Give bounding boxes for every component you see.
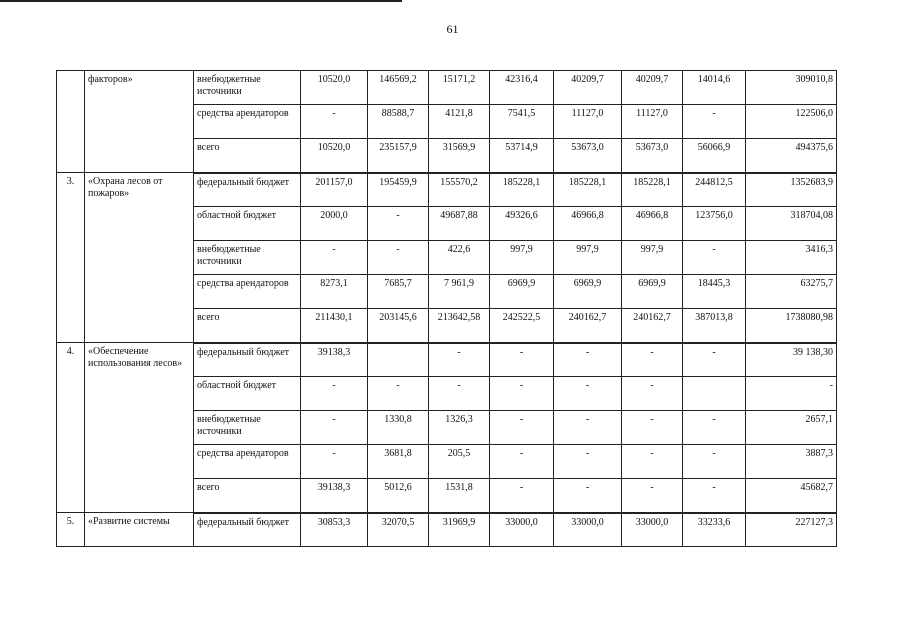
funding-source: федеральный бюджет bbox=[194, 513, 301, 547]
total-cell: 39 138,30 bbox=[746, 343, 837, 377]
value-cell bbox=[683, 377, 746, 411]
total-cell: 227127,3 bbox=[746, 513, 837, 547]
value-cell: - bbox=[301, 241, 368, 275]
value-cell: 10520,0 bbox=[301, 139, 368, 173]
value-cell: 6969,9 bbox=[554, 275, 622, 309]
value-cell: 4121,8 bbox=[429, 105, 490, 139]
section-index: 3. bbox=[57, 173, 85, 343]
value-cell: 201157,0 bbox=[301, 173, 368, 207]
funding-source: внебюджетные источники bbox=[194, 241, 301, 275]
value-cell: - bbox=[683, 343, 746, 377]
total-cell: 1738080,98 bbox=[746, 309, 837, 343]
total-cell: 309010,8 bbox=[746, 71, 837, 105]
value-cell: 422,6 bbox=[429, 241, 490, 275]
value-cell: 8273,1 bbox=[301, 275, 368, 309]
funding-source: федеральный бюджет bbox=[194, 343, 301, 377]
value-cell: 11127,0 bbox=[554, 105, 622, 139]
value-cell: 53714,9 bbox=[490, 139, 554, 173]
value-cell: 31969,9 bbox=[429, 513, 490, 547]
total-cell: 3416,3 bbox=[746, 241, 837, 275]
value-cell: 211430,1 bbox=[301, 309, 368, 343]
funding-source: средства арендаторов bbox=[194, 445, 301, 479]
value-cell: 203145,6 bbox=[368, 309, 429, 343]
value-cell: 1326,3 bbox=[429, 411, 490, 445]
value-cell: - bbox=[554, 445, 622, 479]
value-cell: 1330,8 bbox=[368, 411, 429, 445]
value-cell: 33233,6 bbox=[683, 513, 746, 547]
value-cell: - bbox=[368, 241, 429, 275]
value-cell: 185228,1 bbox=[554, 173, 622, 207]
value-cell: 235157,9 bbox=[368, 139, 429, 173]
value-cell: - bbox=[683, 241, 746, 275]
value-cell: - bbox=[622, 343, 683, 377]
value-cell: 997,9 bbox=[490, 241, 554, 275]
value-cell: - bbox=[622, 377, 683, 411]
value-cell: 146569,2 bbox=[368, 71, 429, 105]
value-cell: 15171,2 bbox=[429, 71, 490, 105]
total-cell: 318704,08 bbox=[746, 207, 837, 241]
value-cell: 6969,9 bbox=[490, 275, 554, 309]
funding-source: федеральный бюджет bbox=[194, 173, 301, 207]
funding-source: средства арендаторов bbox=[194, 105, 301, 139]
value-cell: 53673,0 bbox=[554, 139, 622, 173]
funding-source: внебюджетные источники bbox=[194, 71, 301, 105]
funding-source: всего bbox=[194, 309, 301, 343]
total-cell: 2657,1 bbox=[746, 411, 837, 445]
value-cell: 10520,0 bbox=[301, 71, 368, 105]
value-cell: 49687,88 bbox=[429, 207, 490, 241]
value-cell: 213642,58 bbox=[429, 309, 490, 343]
value-cell: 49326,6 bbox=[490, 207, 554, 241]
total-cell: 63275,7 bbox=[746, 275, 837, 309]
value-cell: - bbox=[490, 445, 554, 479]
value-cell: 244812,5 bbox=[683, 173, 746, 207]
total-cell: - bbox=[746, 377, 837, 411]
value-cell: 32070,5 bbox=[368, 513, 429, 547]
value-cell: 1531,8 bbox=[429, 479, 490, 513]
table-row bbox=[57, 343, 837, 377]
value-cell: 155570,2 bbox=[429, 173, 490, 207]
value-cell: 18445,3 bbox=[683, 275, 746, 309]
section-title: «Охрана лесов от пожаров» bbox=[85, 173, 194, 343]
table-row bbox=[57, 513, 837, 547]
value-cell: - bbox=[622, 445, 683, 479]
value-cell: 7 961,9 bbox=[429, 275, 490, 309]
value-cell: 33000,0 bbox=[622, 513, 683, 547]
value-cell: - bbox=[490, 479, 554, 513]
value-cell: - bbox=[554, 377, 622, 411]
total-cell: 494375,6 bbox=[746, 139, 837, 173]
total-cell: 45682,7 bbox=[746, 479, 837, 513]
value-cell: - bbox=[554, 411, 622, 445]
value-cell: - bbox=[429, 343, 490, 377]
funding-source: внебюджетные источники bbox=[194, 411, 301, 445]
value-cell: 240162,7 bbox=[554, 309, 622, 343]
value-cell: 997,9 bbox=[622, 241, 683, 275]
value-cell: - bbox=[301, 411, 368, 445]
value-cell bbox=[368, 343, 429, 377]
section-title: «Развитие системы bbox=[85, 513, 194, 547]
value-cell: 33000,0 bbox=[554, 513, 622, 547]
value-cell: - bbox=[683, 445, 746, 479]
table-row bbox=[57, 173, 837, 207]
value-cell: 39138,3 bbox=[301, 479, 368, 513]
value-cell: 14014,6 bbox=[683, 71, 746, 105]
value-cell: - bbox=[683, 105, 746, 139]
page-number: 61 bbox=[446, 22, 459, 36]
budget-table bbox=[56, 70, 837, 547]
value-cell: - bbox=[490, 377, 554, 411]
value-cell: 242522,5 bbox=[490, 309, 554, 343]
value-cell: - bbox=[683, 479, 746, 513]
value-cell: - bbox=[301, 377, 368, 411]
section-index: 4. bbox=[57, 343, 85, 513]
section-index: 5. bbox=[57, 513, 85, 547]
value-cell: - bbox=[490, 411, 554, 445]
value-cell: 88588,7 bbox=[368, 105, 429, 139]
top-rule bbox=[0, 0, 402, 2]
section-index bbox=[57, 71, 85, 173]
section-title: «Обеспечение использования лесов» bbox=[85, 343, 194, 513]
value-cell: 123756,0 bbox=[683, 207, 746, 241]
value-cell: 40209,7 bbox=[622, 71, 683, 105]
value-cell: 195459,9 bbox=[368, 173, 429, 207]
value-cell: 46966,8 bbox=[554, 207, 622, 241]
value-cell: 40209,7 bbox=[554, 71, 622, 105]
value-cell: - bbox=[368, 207, 429, 241]
value-cell: 30853,3 bbox=[301, 513, 368, 547]
value-cell: - bbox=[368, 377, 429, 411]
value-cell: 205,5 bbox=[429, 445, 490, 479]
value-cell: 6969,9 bbox=[622, 275, 683, 309]
value-cell: - bbox=[622, 411, 683, 445]
funding-source: всего bbox=[194, 479, 301, 513]
value-cell: 7541,5 bbox=[490, 105, 554, 139]
section-title: факторов» bbox=[85, 71, 194, 173]
value-cell: - bbox=[490, 343, 554, 377]
funding-source: областной бюджет bbox=[194, 207, 301, 241]
value-cell: 53673,0 bbox=[622, 139, 683, 173]
value-cell: - bbox=[622, 479, 683, 513]
value-cell: - bbox=[554, 343, 622, 377]
funding-source: областной бюджет bbox=[194, 377, 301, 411]
value-cell: 3681,8 bbox=[368, 445, 429, 479]
value-cell: 31569,9 bbox=[429, 139, 490, 173]
value-cell: 185228,1 bbox=[490, 173, 554, 207]
value-cell: - bbox=[429, 377, 490, 411]
table-row bbox=[57, 71, 837, 105]
value-cell: 46966,8 bbox=[622, 207, 683, 241]
value-cell: - bbox=[301, 105, 368, 139]
value-cell: 39138,3 bbox=[301, 343, 368, 377]
funding-source: всего bbox=[194, 139, 301, 173]
value-cell: 240162,7 bbox=[622, 309, 683, 343]
funding-source: средства арендаторов bbox=[194, 275, 301, 309]
value-cell: 185228,1 bbox=[622, 173, 683, 207]
total-cell: 122506,0 bbox=[746, 105, 837, 139]
total-cell: 1352683,9 bbox=[746, 173, 837, 207]
value-cell: 387013,8 bbox=[683, 309, 746, 343]
value-cell: 11127,0 bbox=[622, 105, 683, 139]
value-cell: 56066,9 bbox=[683, 139, 746, 173]
value-cell: 7685,7 bbox=[368, 275, 429, 309]
value-cell: 42316,4 bbox=[490, 71, 554, 105]
value-cell: 2000,0 bbox=[301, 207, 368, 241]
value-cell: - bbox=[301, 445, 368, 479]
value-cell: - bbox=[683, 411, 746, 445]
value-cell: 997,9 bbox=[554, 241, 622, 275]
value-cell: 33000,0 bbox=[490, 513, 554, 547]
value-cell: 5012,6 bbox=[368, 479, 429, 513]
value-cell: - bbox=[554, 479, 622, 513]
total-cell: 3887,3 bbox=[746, 445, 837, 479]
